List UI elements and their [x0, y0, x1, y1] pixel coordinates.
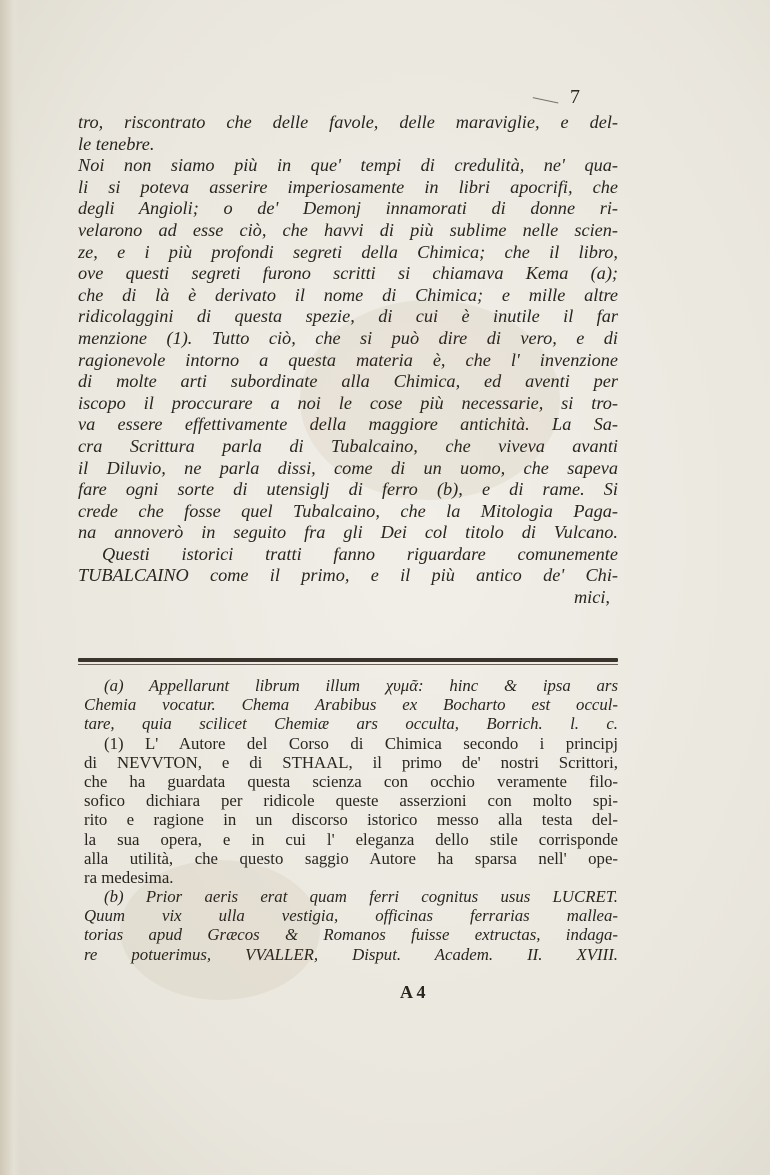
footnote-line: torias apud Græcos & Romanos fuisse extructas, indaga-: [84, 925, 618, 945]
text-line: crede che fosse quel Tubalcaino, che la Mitologia Paga-: [78, 500, 618, 521]
footnote-line: che ha guardata questa scienza con occhio veramente filo-: [84, 771, 618, 791]
text-line: ragionevole intorno a questa materia è, che l' invenzione: [78, 349, 618, 370]
signature-mark: A 4: [400, 982, 426, 1002]
text-line: le tenebre.: [78, 133, 155, 154]
footnote-line: ra medesima.: [84, 867, 174, 887]
text-line: fare ogni sorte di utensiglj di ferro (b), e di rame. Si: [78, 479, 618, 500]
text-line: Questi istorici tratti fanno riguardare comunemente: [102, 543, 618, 564]
text-line: iscopo il proccurare a noi le cose più necessarie, si tro-: [78, 392, 618, 413]
footnote-line: (a) Appellarunt librum illum χυμᾶ: hinc & ipsa ars: [104, 676, 618, 695]
footnote-rule-thin: [78, 664, 618, 665]
footnote-line: tare, quia scilicet Chemiæ ars occulta, Borrich. l. c.: [84, 714, 618, 734]
footnote-line: (1) L' Autore del Corso di Chimica secondo i principj: [104, 733, 618, 753]
text-line: degli Angioli; o de' Demonj innamorati di donne ri-: [78, 198, 618, 219]
text-line: na annoverò in seguito fra gli Dei col titolo di Vulcano.: [78, 522, 618, 543]
text-line: che di là è derivato il nome di Chimica; e mille altre: [78, 284, 618, 305]
text-line: velarono ad esse ciò, che havvi di più sublime nelle scien-: [78, 219, 618, 240]
text-line: ze, e i più profondi segreti della Chimica; che il libro,: [78, 241, 618, 262]
footnote-line: di NEVVTON, e di STHAAL, il primo de' nostri Scrittori,: [84, 752, 618, 772]
text-line: cra Scrittura parla di Tubalcaino, che viveva avanti: [78, 435, 618, 456]
footnote-line: rito e ragione in un discorso istorico messo alla testa del-: [84, 810, 618, 830]
text-line: il Diluvio, ne parla dissi, come di un uomo, che sapeva: [78, 457, 618, 478]
text-line: tro, riscontrato che delle favole, delle maraviglie, e del-: [78, 112, 618, 132]
text-line: li si poteva asserire imperiosamente in libri apocrifi, che: [78, 176, 618, 197]
pen-mark: [533, 83, 562, 103]
text-line: Noi non siamo più in que' tempi di credulità, ne' qua-: [78, 155, 618, 176]
catchword: mici,: [573, 587, 610, 608]
footnote-line: sofico dichiara per ridicole queste asserzioni con molto spi-: [84, 791, 618, 811]
footnote-line: alla utilità, che questo saggio Autore ha sparsa nell' ope-: [84, 848, 618, 868]
footnote-line: la sua opera, e in cui l' eleganza dello stile corrisponde: [84, 829, 618, 849]
page-gutter-edge: [0, 0, 20, 1175]
page-number: 7: [570, 86, 580, 108]
footnote-line: (b) Prior aeris erat quam ferri cognitus usus LUCRET.: [104, 887, 618, 907]
footnotes: [84, 676, 618, 964]
footnote-line: Chemia vocatur. Chema Arabibus ex Bocharto est occul-: [84, 695, 618, 715]
footnote-rule: [78, 658, 618, 662]
text-line: va essere effettivamente della maggiore antichità. La Sa-: [78, 414, 618, 435]
footnote-line: Quum vix ulla vestigia, officinas ferrarias mallea-: [84, 906, 618, 926]
text-line: TUBALCAINO come il primo, e il più antico de' Chi-: [78, 565, 618, 586]
footnote-line: re potuerimus, VVALLER, Disput. Academ. II. XVIII.: [84, 944, 618, 964]
main-text: [78, 112, 618, 609]
text-line: menzione (1). Tutto ciò, che si può dire di vero, e di: [78, 327, 618, 348]
text-line: di molte arti subordinate alla Chimica, ed aventi per: [78, 371, 618, 392]
text-line: ove questi segreti furono scritti si chiamava Kema (a);: [78, 263, 618, 284]
text-line: ridicolaggini di questa spezie, di cui è inutile il far: [78, 306, 618, 327]
